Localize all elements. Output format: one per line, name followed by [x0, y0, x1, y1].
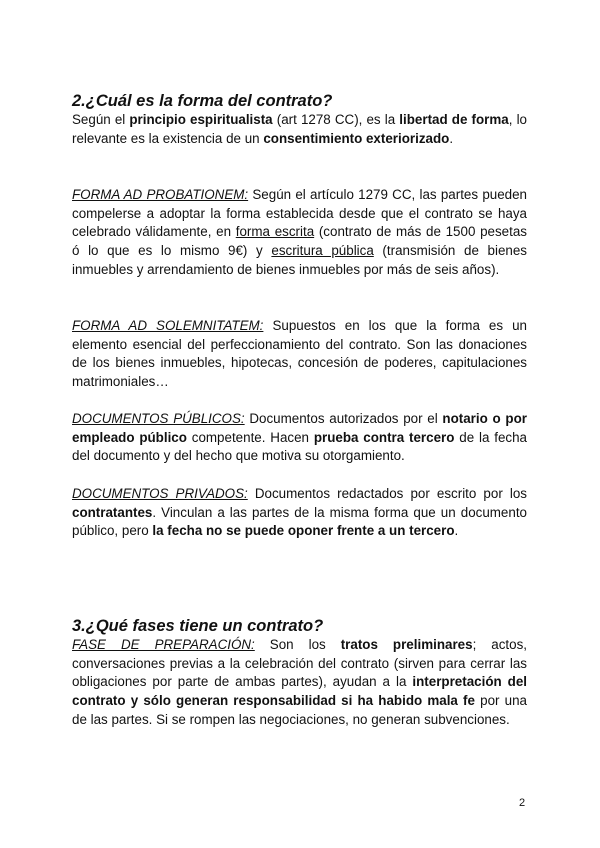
publicos-text-2: competente. Hacen: [186, 429, 314, 445]
probationem-paragraph: [72, 186, 527, 280]
publicos-label: DOCUMENTOS PÚBLICOS:: [72, 411, 245, 426]
intro-bold-consentimiento: consentimiento exteriorizado: [263, 130, 450, 146]
preparacion-bold-interpretacion: interpretación del contrato y sólo generan responsabilidad si ha habido mala fe: [72, 674, 528, 709]
preparacion-text-3: por una de las partes. Si se rompen las negociaciones, no generan subvenciones.: [72, 693, 528, 727]
solemnitatem-text-1: Supuestos en los que la forma es un elemento esencial del perfeccionamiento del contrato. Son las donaciones de los bienes inmuebles, hipotecas, concesión de poderes, capitulaciones matrimoniales…: [72, 318, 527, 390]
preparacion-text-2: ; actos, conversaciones previas a la celebración del contrato (sirven para cerrar las obligaciones por parte de ambas partes), ayudan a la: [72, 637, 528, 690]
publicos-text-1: Documentos autorizados por el: [244, 411, 443, 426]
intro-bold-principio: principio espiritualista: [129, 112, 273, 127]
privados-text-3: .: [454, 523, 459, 539]
preparacion-bold-tratos: tratos preliminares: [340, 637, 473, 652]
preparacion-text-1: Son los: [254, 637, 341, 652]
privados-bold-fecha: la fecha no se puede oponer frente a un tercero: [152, 523, 455, 539]
intro-text-4: .: [449, 130, 454, 146]
intro-paragraph: [72, 111, 527, 148]
probationem-underline-escritura-publica: escritura pública: [271, 243, 374, 259]
intro-text-3: , lo relevante es la existencia de un: [72, 112, 527, 146]
solemnitatem-label: FORMA AD SOLEMNITATEM:: [72, 318, 264, 333]
publicos-bold-prueba: prueba contra tercero: [313, 429, 455, 445]
publicos-paragraph: [72, 410, 527, 466]
section-2-heading: 2.¿Cuál es la forma del contrato?: [72, 92, 333, 110]
solemnitatem-paragraph: [72, 317, 527, 392]
intro-text-1: Según el: [72, 112, 130, 127]
intro-bold-libertad: libertad de forma: [399, 112, 509, 127]
probationem-text-1: Según el artículo 1279 CC, las partes pueden compelerse a adoptar la forma establecida desde que el contrato se haya celebrado válidamente, en: [72, 187, 527, 240]
publicos-text-3: de la fecha del documento y del hecho que motiva su otorgamiento.: [72, 429, 527, 464]
preparacion-label: FASE DE PREPARACIÓN:: [72, 637, 255, 652]
privados-text-2: . Vinculan a las partes de la misma forma que un documento público, pero: [72, 504, 527, 539]
probationem-underline-forma-escrita: forma escrita: [235, 224, 315, 240]
intro-text-2: (art 1278 CC), es la: [272, 112, 400, 127]
privados-text-1: Documentos redactados por escrito por los: [247, 486, 527, 501]
privados-label: DOCUMENTOS PRIVADOS:: [72, 486, 248, 501]
probationem-text-3: (transmisión de bienes inmuebles y arrendamiento de bienes inmuebles por más de seis años).: [72, 243, 527, 277]
privados-bold-contratantes: contratantes: [72, 504, 153, 520]
publicos-bold-notario: notario o por empleado público: [72, 411, 527, 445]
page-number: 2: [519, 797, 526, 809]
privados-paragraph: [72, 485, 527, 541]
probationem-text-2: (contrato de más de 1500 pesetas ó lo que es lo mismo 9€) y: [72, 224, 527, 259]
preparacion-paragraph: [72, 636, 527, 730]
probationem-label: FORMA AD PROBATIONEM:: [72, 187, 249, 202]
section-3-heading: 3.¿Qué fases tiene un contrato?: [72, 617, 324, 635]
